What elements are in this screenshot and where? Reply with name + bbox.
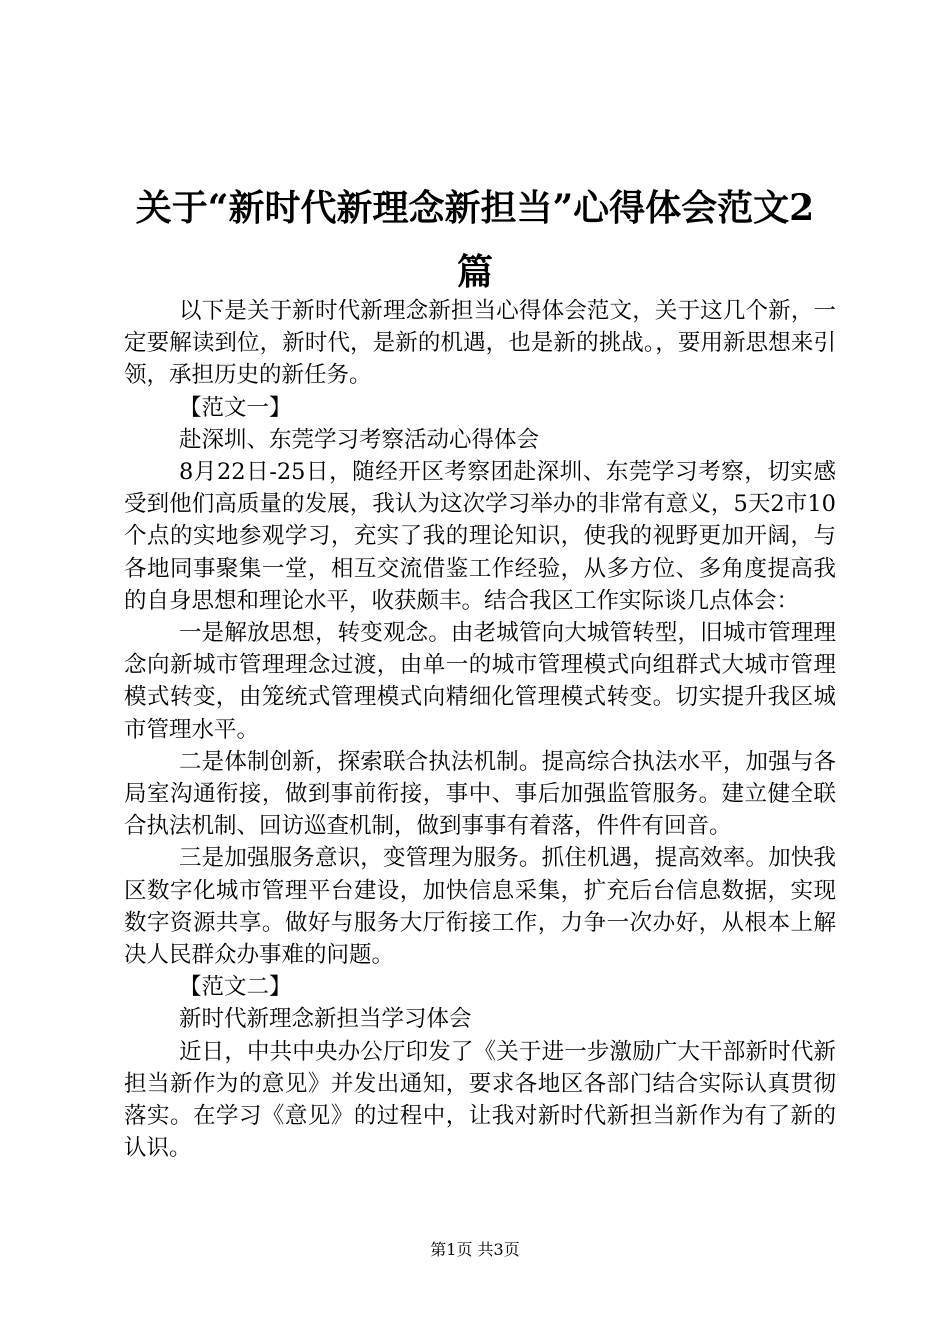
document-title-line-1: 关于“新时代新理念新担当”心得体会范文2	[135, 187, 815, 229]
section-heading-essay-1: 【范文一】	[179, 394, 292, 421]
essay-1-point-3: 三是加强服务意识，变管理为服务。抓住机遇，提高效率。加快我区数字化城市管理平台建设，加快信息采集，扩充后台信息数据，实现数字资源共享。做好与服务大厅衔接工作，力争一次办好，从根本上解决人民群众办事难的问题。	[124, 845, 836, 969]
essay-2-paragraph: 近日，中共中央办公厅印发了《关于进一步激励广大干部新时代新担当新作为的意见》并发出通知，要求各地区各部门结合实际认真贯彻落实。在学习《意见》的过程中，让我对新时代新担当新作为有了新的认识。	[124, 1038, 836, 1162]
essay-1-point-1: 一是解放思想，转变观念。由老城管向大城管转型，旧城市管理理念向新城市管理理念过渡，由单一的城市管理模式向组群式大城市管理模式转变，由笼统式管理模式向精细化管理模式转变。切实提升我区城市管理水平。	[124, 620, 836, 743]
intro-paragraph: 以下是关于新时代新理念新担当心得体会范文，关于这几个新，一定要解读到位，新时代，是新的机遇，也是新的挑战。，要用新思想来引领，承担历史的新任务。	[124, 298, 836, 389]
section-heading-essay-2: 【范文二】	[179, 974, 292, 1001]
essay-1-point-2: 二是体制创新，探索联合执法机制。提高综合执法水平，加强与各局室沟通衔接，做到事前衔接，事中、事后加强监管服务。建立健全联合执法机制、回访巡查机制，做到事事有着落，件件有回音。	[124, 748, 836, 840]
essay-1-title: 赴深圳、东莞学习考察活动心得体会	[179, 426, 540, 453]
essay-2-title: 新时代新理念新担当学习体会	[179, 1006, 472, 1033]
document-body	[124, 295, 836, 1164]
essay-1-paragraph: 8月22日-25日，随经开区考察团赴深圳、东莞学习考察，切实感受到他们高质量的发展，我认为这次学习举办的非常有意义，5天2市10个点的实地参观学习，充实了我的理论知识，使我的视野更加开阔，与各地同事聚集一堂，相互交流借鉴工作经验，从多方位、多角度提高我的自身思想和理论水平，收获颇丰。结合我区工作实际谈几点体会：	[124, 459, 836, 614]
document-title-line-2: 篇	[456, 251, 493, 293]
page-footer: 第1页 共3页	[430, 1240, 520, 1259]
